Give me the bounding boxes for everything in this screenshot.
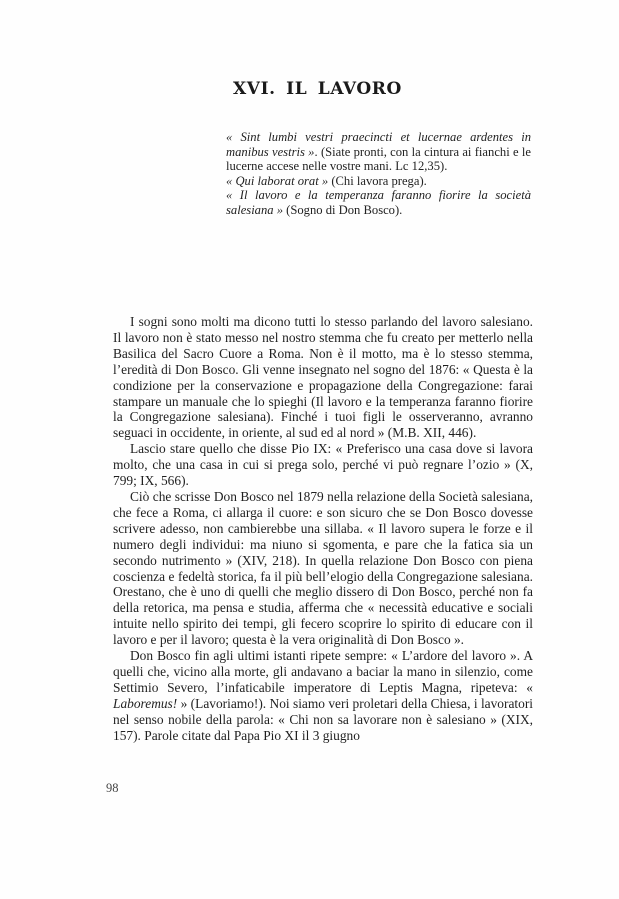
page-number: 98 — [106, 781, 119, 795]
epigraph-translation-1: . (Siate pronti, con la cintura ai fianchi e le lucerne accese nelle vostre mani. Lc 12,35). — [226, 144, 532, 173]
epigraph-source-3: (Sogno di Don Bosco). — [283, 202, 403, 217]
paragraph-text-before: Don Bosco fin agli ultimi istanti ripete sempre: « L’ardore del lavoro ». A quelli che, vicino alla morte, gli andavano a baciar la mano in silenzio, come Settimio Severo, l’infaticabile imperatore di Leptis Magna, ripeteva: « — [113, 648, 533, 695]
epigraph-quote-3 — [226, 188, 531, 217]
epigraph — [226, 130, 531, 217]
epigraph-latin-1: « Sint lumbi vestri praecincti et lucernae ardentes in manibus vestris » — [226, 130, 531, 159]
epigraph-italian-3: « Il lavoro e la temperanza faranno fiorire la società salesiana » — [226, 188, 531, 217]
paragraph: Ciò che scrisse Don Bosco nel 1879 nella relazione della Società salesiana, che fece a Roma, ci allarga il cuore: e son sicuro che se Don Bosco dovesse scrivere adesso, non cambierebbe una sillaba. « Il lavoro supera le forze e il numero degli individui: ma niuno si sgomenta, e pare che la fatica sia un secondo nutrimento » (XIV, 218). In quella relazione Don Bosco con piena coscienza e fedeltà storica, fa il più bell’elogio della Congregazione salesiana. Orestano, che è uno di quelli che meglio dissero di Don Bosco, perché non fa della retorica, ma pensa e studia, afferma che « necessità educative e sociali intuite nello spirito dei tempi, gli fecero scoprire lo spirito di educare con il lavoro e per il lavoro; questa è la vera originalità di Don Bosco ». — [113, 488, 533, 648]
paragraph-italic-quote: Laboremus! — [113, 695, 178, 711]
epigraph-translation-2: (Chi lavora prega). — [328, 173, 427, 188]
epigraph-quote-2 — [226, 174, 531, 189]
chapter-title: XVI. IL LAVORO — [233, 79, 402, 99]
paragraph: I sogni sono molti ma dicono tutti lo stesso parlando del lavoro salesiano. Il lavoro non è stato messo nel nostro stemma che fu creato per metterlo nella Basilica del Sacro Cuore a Roma. Non è il motto, ma è lo stesso stemma, l’eredità di Don Bosco. Gli venne insegnato nel sogno del 1876: « Questa è la condizione per la conservazione e propagazione della Congregazione: farai stampare un manuale che lo spieghi (Il lavoro e la temperanza faranno fiorire la Congregazione salesiana). Finché i tuoi figli le osserveranno, avranno seguaci in occidente, in oriente, al sud ed al nord » (M.B. XII, 446). — [113, 314, 533, 441]
paragraph — [113, 648, 533, 743]
paragraph-text-after: » (Lavoriamo!). Noi siamo veri proletari della Chiesa, i lavoratori nel senso nobile della parola: « Chi non sa lavorare non è salesiano » (XIX, 157). Parole citate dal Papa Pio XI il 3 giugno — [113, 695, 533, 743]
body-text — [113, 314, 533, 743]
epigraph-latin-2: « Qui laborat orat » — [226, 173, 329, 188]
paragraph: Lascio stare quello che disse Pio IX: « Preferisco una casa dove si lavora molto, che una casa in cui si prega solo, perché vi può regnare l’ozio » (X, 799; IX, 566). — [113, 441, 533, 489]
epigraph-quote-1 — [226, 130, 531, 174]
